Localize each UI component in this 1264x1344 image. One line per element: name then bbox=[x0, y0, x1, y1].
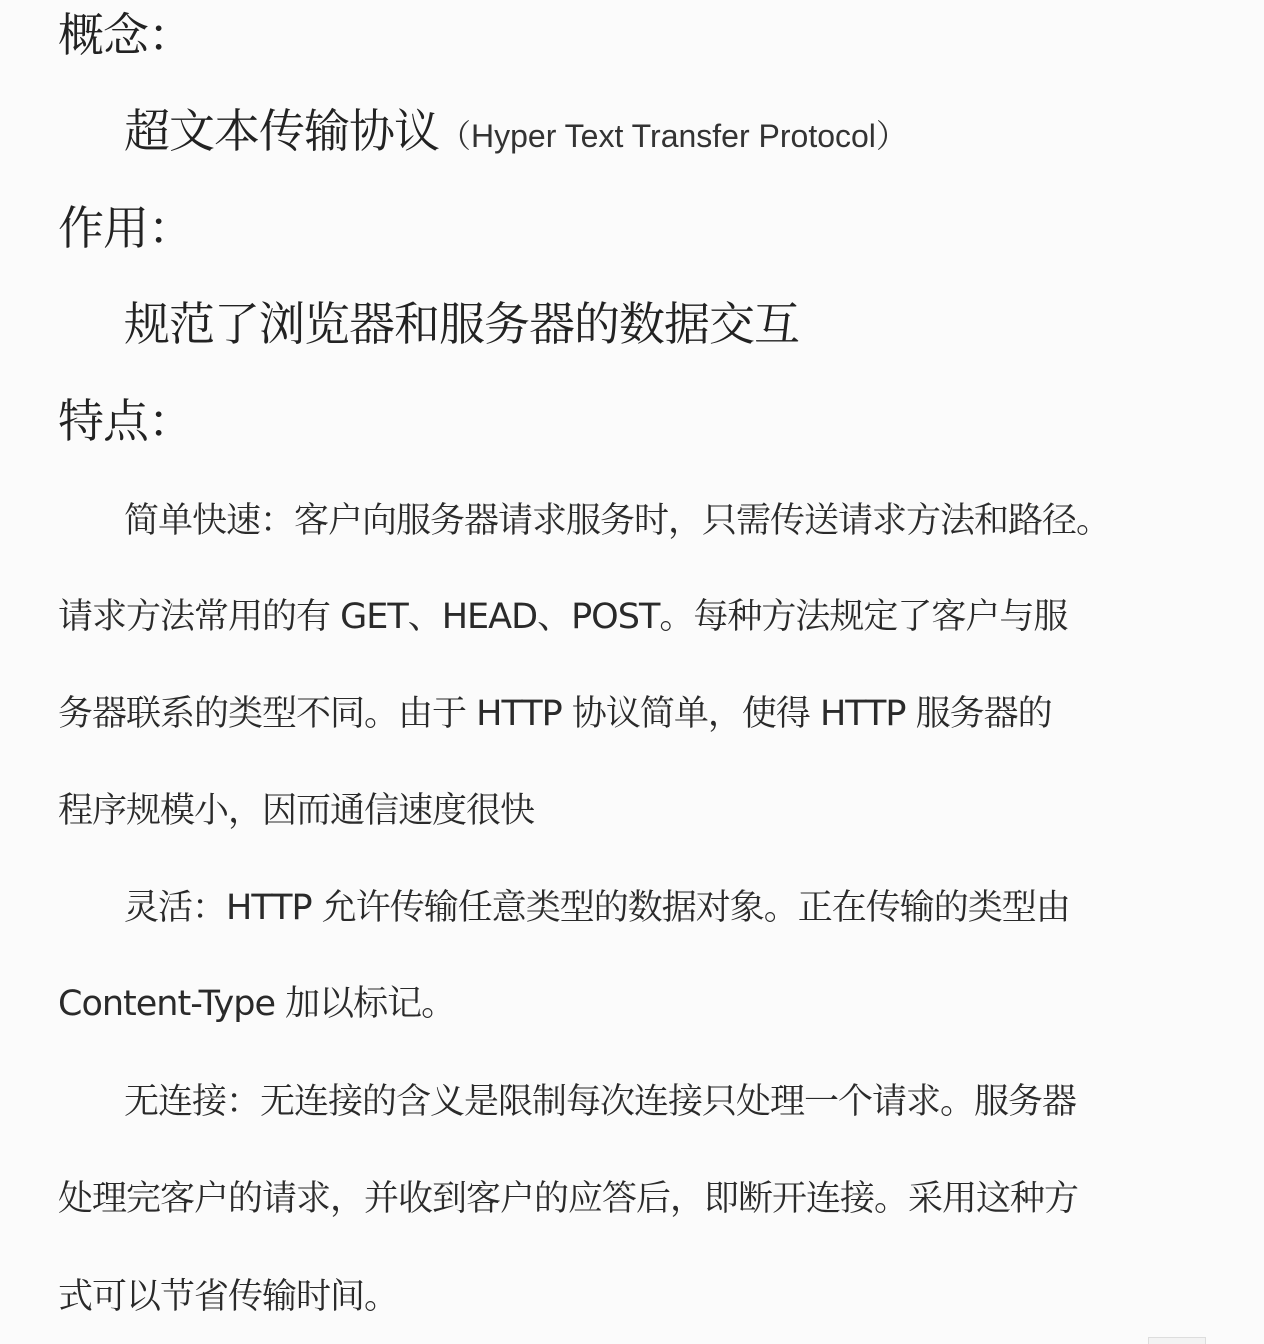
feature-line: 程序规模小，因而通信速度很快 bbox=[58, 791, 535, 831]
concept-heading: 概念： bbox=[58, 8, 193, 62]
feature-line: 简单快速：客户向服务器请求服务时，只需传送请求方法和路径。 bbox=[124, 501, 1111, 541]
feature-line: 式可以节省传输时间。 bbox=[58, 1277, 399, 1317]
feature-line: 处理完客户的请求，并收到客户的应答后，即断开连接。采用这种方 bbox=[58, 1179, 1079, 1219]
features-heading: 特点： bbox=[58, 394, 193, 448]
feature-line: 灵活：HTTP 允许传输任意类型的数据对象。正在传输的类型由 bbox=[124, 888, 1070, 928]
feature-line: 无连接：无连接的含义是限制每次连接只处理一个请求。服务器 bbox=[124, 1082, 1077, 1122]
feature-line: 务器联系的类型不同。由于 HTTP 协议简单，使得 HTTP 服务器的 bbox=[58, 694, 1052, 734]
purpose-heading: 作用： bbox=[58, 201, 193, 255]
feature-line: 请求方法常用的有 GET、HEAD、POST。每种方法规定了客户与服 bbox=[58, 597, 1068, 637]
purpose-text: 规范了浏览器和服务器的数据交互 bbox=[124, 297, 799, 351]
page-edge-marker bbox=[1148, 1337, 1206, 1344]
concept-text: 超文本传输协议 bbox=[124, 104, 439, 158]
feature-line: Content-Type 加以标记。 bbox=[58, 984, 456, 1024]
concept-definition bbox=[124, 104, 908, 158]
concept-english-name: （Hyper Text Transfer Protocol） bbox=[439, 118, 908, 154]
